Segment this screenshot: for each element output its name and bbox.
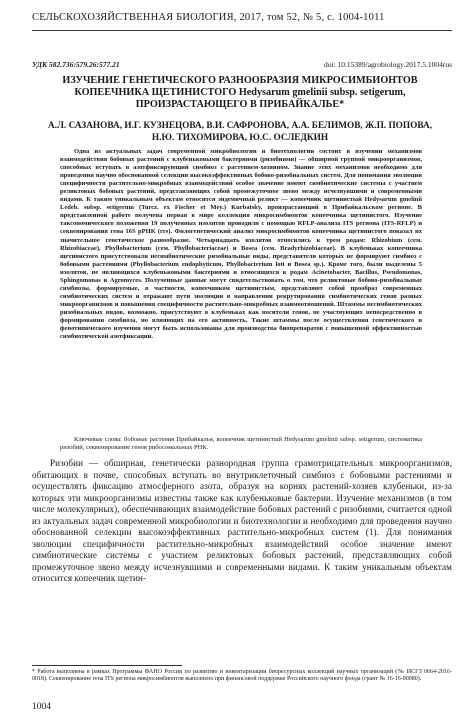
page-number: 1004 (32, 702, 51, 712)
body-paragraph: Ризобии — обширная, генетически разнородная группа грамотрицательных микроорганизмов, обитающих в почве, способных вступать во внутриклеточный симбиоз с бобовыми растениями и осуществлять фиксацию атмосферного азота, образуя на корнях растений-хозяев клубеньки, из-за которых эти микроорганизмы известны также как клубеньковые бактерии. Изучение механизмов (в том числе молекулярных), обеспечивающих взаимодействие бобовых растений с ризобиями, считается одной из актуальных задач современной микробиологии и биотехнологии и необходимо для проведения научно обоснованной селекции высокоэффективных растительно-микробных систем (1). Для понимания эволюции специфичности растительно-микробных взаимодействий особое значение имеют симбиотические системы с участием реликтовых бобовых растений, представляющих собой промежуточное звено между исчезнувшими и современными видами. К таким уникальным объектам относится копеечник щетин- (32, 458, 452, 584)
udk-code: УДК 582.736:579.26:577.21 (32, 60, 120, 69)
abstract: Одна из актуальных задач современной микробиологии и биотехнологии состоит в изучении механизмов взаимодействия бобовых растений с клубеньковыми бактериями (ризобиями) — обширной группой микроорганизмов, способных вступать в азотфиксирующий симбиоз с растением-хозяином. Знание этих механизмов необходимо для проведения научно обоснованной селекции высокоэффективных бобово-ризобиальных систем. Для понимания эволюции специфичности растительно-микробных взаимодействий особое значение имеют симбиотические системы с участием реликтовых бобовых растений, представляющих собой промежуточное звено между исчезнувшими и современными видами. К таким уникальным объектам относится эндемичный реликт — копеечник щетинистый Hedysarum gmelinii Ledeb. subsp. setigerum (Turcz. ex Fischer et Mey.) Kurbatsky, произрастающий в Прибайкальском регионе. В представленной работе получена первая в мире коллекция микросимбионтов копеечника щетинистого. Изучение таксономического положения 19 полученных изолятов проводили с помощью RFLP-анализа ITS региона (ITS-RFLP) и секвенирования гена 16S рРНК (rrs). Филогенетический анализ микросимбионтов копеечника щетинистого показал их значительное генетическое разнообразие. Четырнадцать изолятов относились к трем родам: Rhizobium (сем. Rhizobiaceae), Phyllobacterium (сем. Phyllobacteriaceae) и Bosea (сем. Bradyrhizobiaceae). В клубеньках копеечника щетинистого присутствовали несимбиотические ризобиальные виды, представители которых не формируют симбиоз с бобовыми растениями (Phyllobacterium endophyticum, Phyllobacterium loti и Bosea sp.). Кроме того, были выделены 5 изолятов, не являющихся клубеньковыми бактериями и относящихся к родам Acinetobacter, Bacillus, Pseudomonas, Sphingomonas и Agromyces. Полученные данные могут свидетельствовать о том, что реликтовые бобово-ризобиальные симбиозы, формируемые, в частности, копеечником щетинистым, представляют собой прообраз современных симбиотических систем и отражают пути эволюции в направлении рекрутирования симбиотических генов разных микроорганизмов и повышения специфичности растительно-микробных взаимоотношений. Штаммы несимбиотических ризобиальных видов, возможно, присутствуют в клубеньках как носители генов, не участвующих непосредственно в формировании симбиоза, но влияющих на его активность. Такие штаммы после осуществления генетического и фенотипического изучения могут быть использованы для производства биопрепаратов с повышенной эффективностью симбиотической азотфиксации. (60, 148, 422, 341)
author-list: А.Л. САЗАНОВА, И.Г. КУЗНЕЦОВА, В.И. САФРОНОВА, А.А. БЕЛИМОВ, Ж.П. ПОПОВА, Н.Ю. ТИХОМИРОВА, Ю.С. ОСЛЕДКИН (47, 121, 433, 143)
doi-link[interactable]: doi: 10.15389/agrobiology.2017.5.1004rus (323, 60, 452, 69)
keywords: Ключевые слова: бобовые растения Прибайкалья, копеечник щетинистый Hedysarum gmelinii subsp. setigerum, систематика ризобий, секвенирование генов рибосомальных РНК. (60, 436, 422, 452)
header-rule (32, 30, 452, 31)
footnote-rule (32, 665, 182, 666)
footnote: * Работа выполнена в рамках Программы ФАНО России по развитию и инвентаризации биоресурсных коллекций научных организаций (№ ИСГЗ 0664-2016-0018). Секвенирование гена ITS региона микросимбионтов выполнено при финансовой поддержке Российского научного фонда (грант № 16-16-00080). (32, 669, 452, 683)
meta-row (32, 60, 452, 69)
running-head: СЕЛЬСКОХОЗЯЙСТВЕННАЯ БИОЛОГИЯ, 2017, том 52, № 5, с. 1004-1011 (32, 12, 385, 23)
article-title: ИЗУЧЕНИЕ ГЕНЕТИЧЕСКОГО РАЗНООБРАЗИЯ МИКРОСИМБИОНТОВ КОПЕЕЧНИКА ЩЕТИНИСТОГО Hedysarum gmelinii subsp. setigerum, ПРОИЗРАСТАЮЩЕГО В ПРИБАЙКАЛЬЕ* (62, 75, 418, 110)
